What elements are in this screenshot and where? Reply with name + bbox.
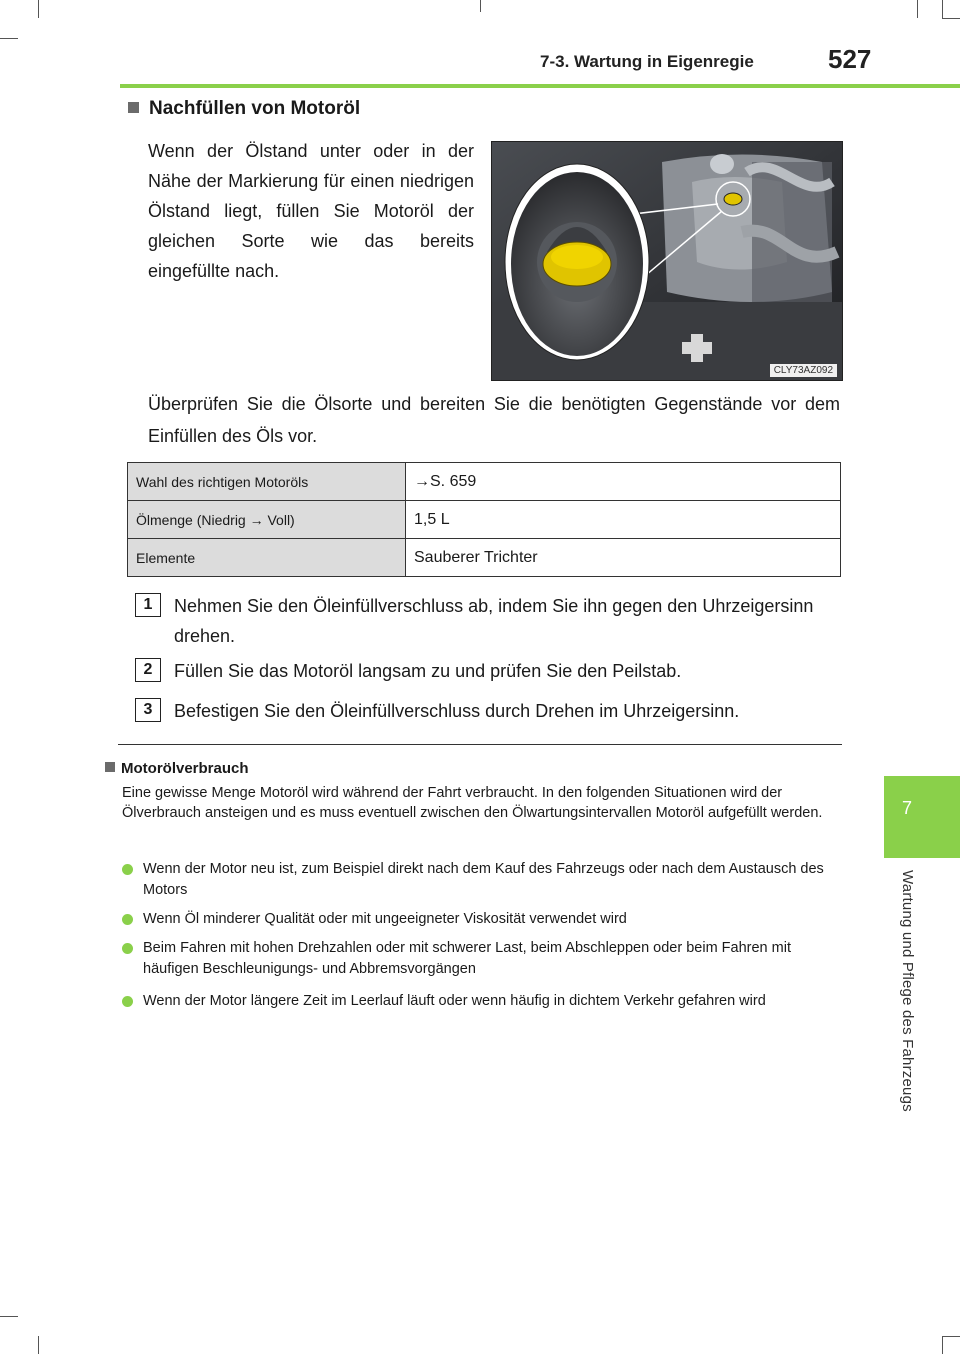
table-label: Wahl des richtigen Motoröls xyxy=(128,463,406,501)
step-text: Füllen Sie das Motoröl langsam zu und prüfen Sie den Peilstab. xyxy=(174,661,682,681)
square-bullet-icon xyxy=(128,102,139,113)
note-heading-text: Motorölverbrauch xyxy=(121,760,249,777)
table-row xyxy=(128,463,841,501)
bullet-dot-icon xyxy=(122,914,133,925)
crop-mark xyxy=(0,1316,18,1317)
list-item-text: Wenn Öl minderer Qualität oder mit ungeeigneter Viskosität verwendet wird xyxy=(143,911,627,927)
crop-mark xyxy=(480,0,481,12)
bullet-dot-icon xyxy=(122,996,133,1007)
list-item-text: Wenn der Motor längere Zeit im Leerlauf läuft oder wenn häufig in dichtem Verkehr gefahren wird xyxy=(143,993,766,1009)
step-text: Befestigen Sie den Öleinfüllverschluss durch Drehen im Uhrzeigersinn. xyxy=(174,701,740,721)
step-3 xyxy=(135,696,855,726)
step-1 xyxy=(135,591,855,651)
intro-paragraph: Wenn der Ölstand unter oder in der Nähe der Markierung für einen niedrigen Ölstand liegt, füllen Sie Motoröl der gleichen Sorte wie das bereits eingefüllte nach. xyxy=(148,141,474,281)
table-label: Elemente xyxy=(128,539,406,577)
bullet-dot-icon xyxy=(122,943,133,954)
list-item xyxy=(122,991,844,1012)
crop-mark xyxy=(38,0,39,18)
check-paragraph: Überprüfen Sie die Ölsorte und bereiten Sie die benötigten Gegenstände vor dem Einfüllen des Öls vor. xyxy=(148,394,840,446)
crop-mark xyxy=(917,0,918,18)
note-heading xyxy=(105,760,249,777)
step-number: 3 xyxy=(135,698,161,722)
oil-info-table xyxy=(127,462,841,577)
bullet-dot-icon xyxy=(122,864,133,875)
step-text: Nehmen Sie den Öleinfüllverschluss ab, indem Sie ihn gegen den Uhrzeigersinn drehen. xyxy=(174,596,814,646)
section-heading xyxy=(128,98,360,120)
header-section-title: 7-3. Wartung in Eigenregie xyxy=(540,52,754,71)
image-code: CLY73AZ092 xyxy=(770,364,837,377)
step-2 xyxy=(135,656,855,686)
crop-mark xyxy=(942,1336,960,1337)
chapter-title: Wartung und Pflege des Fahrzeugs xyxy=(899,870,916,1112)
crop-mark xyxy=(38,1336,39,1354)
crop-mark xyxy=(942,1336,943,1354)
list-item xyxy=(122,859,844,901)
step-number: 1 xyxy=(135,593,161,617)
square-bullet-icon xyxy=(105,762,115,772)
list-item-text: Wenn der Motor neu ist, zum Beispiel direkt nach dem Kauf des Fahrzeugs oder nach dem Austausch des Motors xyxy=(143,861,824,898)
chapter-number: 7 xyxy=(901,798,912,818)
header-rule xyxy=(120,84,960,88)
oil-cap-illustration xyxy=(491,141,843,381)
step-number: 2 xyxy=(135,658,161,682)
page-number: 527 xyxy=(828,44,872,74)
engine-bay-illustration xyxy=(492,142,842,380)
crop-mark xyxy=(942,18,960,19)
table-value: →S. 659 xyxy=(406,463,841,501)
list-item xyxy=(122,909,844,930)
note-paragraph: Eine gewisse Menge Motoröl wird während der Fahrt verbraucht. In den folgenden Situationen wird der Ölverbrauch ansteigen und es muss eventuell zwischen den Ölwartungsintervallen Motoröl aufgefüllt werden. xyxy=(122,785,823,821)
crop-mark xyxy=(0,38,18,39)
table-label: Ölmenge (Niedrig → Voll) xyxy=(128,501,406,539)
table-row xyxy=(128,539,841,577)
crop-mark xyxy=(942,0,943,18)
list-item-text: Beim Fahren mit hohen Drehzahlen oder mit schwerer Last, beim Abschleppen oder beim Fahren mit häufigen Beschleunigungs- und Abbremsvorgängen xyxy=(143,940,791,977)
table-value: Sauberer Trichter xyxy=(406,539,841,577)
list-item xyxy=(122,938,844,980)
chapter-tab xyxy=(884,776,960,858)
section-heading-text: Nachfüllen von Motoröl xyxy=(149,98,361,119)
table-value: 1,5 L xyxy=(406,501,841,539)
table-row xyxy=(128,501,841,539)
section-divider xyxy=(118,744,842,745)
